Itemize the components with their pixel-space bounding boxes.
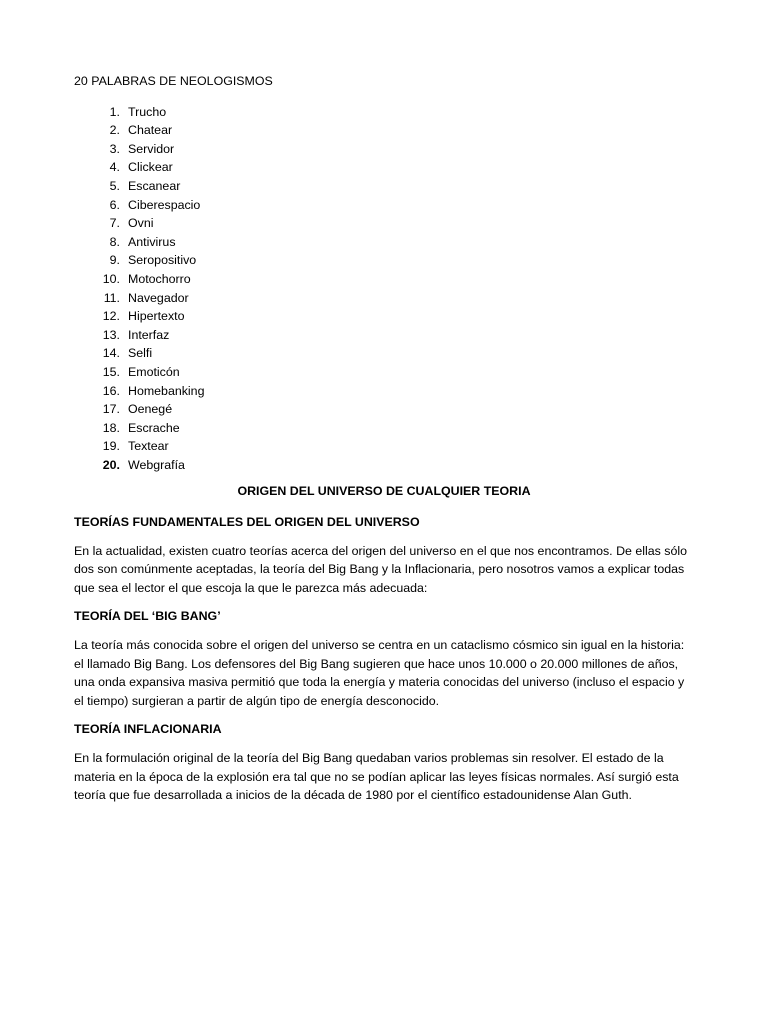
list-number: 12. [102,309,120,324]
list-word: Ciberespacio [128,197,201,212]
list-word: Antivirus [128,234,176,249]
list-number: 7. [109,216,120,231]
list-item [74,344,694,363]
list-number: 10. [102,271,120,286]
paragraph-intro: En la actualidad, existen cuatro teorías acerca del origen del universo en el que nos encontramos. De ellas sólo dos son comúnmente aceptadas, la teoría del Big Bang y la Inflacionaria, pero nosotros vamos a explicar todas que sea el lector el que escoja la que le parezca más adecuada: [74,543,688,595]
list-item [74,289,694,308]
list-number: 18. [102,420,120,435]
list-word: Textear [128,439,169,454]
list-word: Emoticón [128,364,180,379]
list-number: 15. [102,364,120,379]
list-number: 6. [109,197,120,212]
list-item [74,103,694,122]
list-word: Escrache [128,420,180,435]
list-item [74,121,694,140]
list-number: 13. [102,327,120,342]
list-word: Seropositivo [128,253,197,268]
list-item [74,363,694,382]
list-item [74,177,694,196]
heading-fundamentales: TEORÍAS FUNDAMENTALES DEL ORIGEN DEL UNIVERSO [74,515,420,530]
list-number: 19. [102,439,120,454]
list-word: Oenegé [128,402,173,417]
list-number: 9. [109,253,120,268]
list-item [74,196,694,215]
list-word: Interfaz [128,327,170,342]
list-item [74,233,694,252]
list-number: 11. [103,290,120,305]
list-item [74,326,694,345]
list-word: Navegador [128,290,189,305]
list-word: Motochorro [128,271,191,286]
list-item [74,456,694,475]
list-number: 17. [102,402,120,417]
list-item [74,307,694,326]
list-number: 8. [109,234,120,249]
list-item [74,270,694,289]
list-number: 3. [109,141,120,156]
list-number: 4. [109,160,120,175]
list-item [74,251,694,270]
list-item [74,437,694,456]
list-word: Trucho [128,104,167,119]
section-title: ORIGEN DEL UNIVERSO DE CUALQUIER TEORIA [237,484,531,499]
list-word: Webgrafía [128,457,185,472]
list-word: Chatear [128,123,173,138]
list-number: 2. [109,123,120,138]
paragraph-inflacionaria: En la formulación original de la teoría del Big Bang quedaban varios problemas sin resolver. El estado de la materia en la época de la explosión era tal que no se podían aplicar las leyes físicas normales. Así surgió esta teoría que fue desarrollada a inicios de la década de 1980 por el científico estadounidense Alan Guth. [74,751,679,803]
list-word: Homebanking [128,383,205,398]
list-item [74,214,694,233]
list-number: 20. [102,457,120,472]
list-item [74,419,694,438]
list-number: 16. [102,383,120,398]
list-number: 1. [109,104,120,119]
neologism-list [74,103,694,475]
list-number: 5. [109,178,120,193]
list-word: Ovni [128,216,154,231]
list-word: Clickear [128,160,173,175]
list-item [74,382,694,401]
list-word: Selfi [128,346,153,361]
list-word: Servidor [128,141,175,156]
paragraph-big-bang: La teoría más conocida sobre el origen del universo se centra en un cataclismo cósmico sin igual en la historia: el llamado Big Bang. Los defensores del Big Bang sugieren que hace unos 10.000 o 20.000 millones de años, una onda expansiva masiva permitió que toda la energía y materia conocidas del universo (incluso el espacio y el tiempo) surgieran a partir de algún tipo de energía desconocido. [74,638,685,708]
list-item [74,140,694,159]
list-item [74,158,694,177]
heading-big-bang: TEORÍA DEL ‘BIG BANG’ [74,609,221,624]
document-title: 20 PALABRAS DE NEOLOGISMOS [74,74,273,88]
heading-inflacionaria: TEORÍA INFLACIONARIA [74,722,222,737]
list-word: Escanear [128,178,181,193]
list-item [74,400,694,419]
list-word: Hipertexto [128,309,185,324]
list-number: 14. [102,346,120,361]
